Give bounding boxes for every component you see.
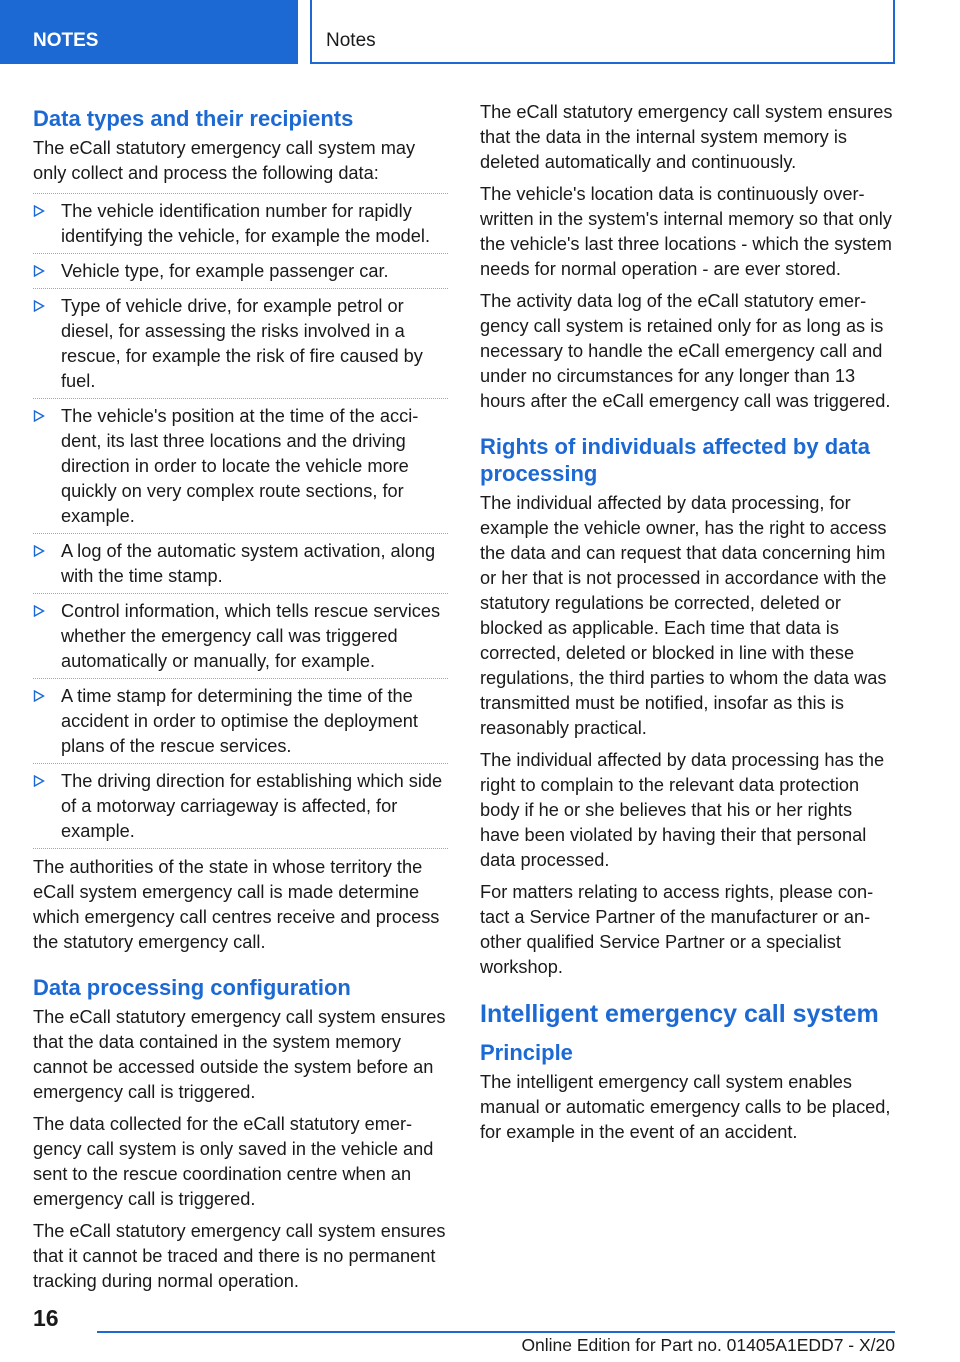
triangle-bullet-icon xyxy=(33,205,45,217)
list-item xyxy=(33,253,448,284)
list-item-text: The driving direction for establishing which side of a motorway carriageway is affected, for example. xyxy=(61,771,443,841)
heading-data-types: Data types and their recipients xyxy=(33,106,354,131)
heading-intelligent-emergency-call: Intelligent emergency call system xyxy=(480,1000,879,1028)
location-data-paragraph: The vehicle's location data is continuously overwritten in the system's internal memory so that only the vehicle's last three locations - which the system needs for normal operation - are ever stored. xyxy=(480,184,892,279)
heading-data-processing-configuration: Data processing configuration xyxy=(33,975,351,1000)
config-paragraph-2: The data collected for the eCall statutory emergency call system is only saved in the vehicle and sent to the rescue coordination centre when an emergency call is triggered. xyxy=(33,1114,434,1209)
list-item-text: Control information, which tells rescue services whether the emergency call was triggered automatically or manually, for example. xyxy=(61,601,441,671)
right-column xyxy=(480,100,895,1152)
list-item xyxy=(33,288,448,394)
list-item-text: Vehicle type, for example passenger car. xyxy=(61,261,389,281)
rights-paragraph-2: The individual affected by data processing has the right to complain to the relevant data protection body if he or she believes that his or her rights have been violated by having their that personal data processed. xyxy=(480,750,885,870)
page-number: 16 xyxy=(33,1305,59,1331)
footer-edition: Online Edition for Part no. 01405A1EDD7 - X/20 xyxy=(521,1335,895,1355)
section-tab xyxy=(0,0,298,64)
data-types-list xyxy=(33,193,448,849)
section-tab-label: NOTES xyxy=(33,30,99,51)
list-item-text: A time stamp for determining the time of the accident in order to optimise the deployment plans of the rescue services. xyxy=(61,686,418,756)
activity-log-paragraph: The activity data log of the eCall statutory emergency call system is retained only for as long as is necessary to handle the eCall emergency call and under no circumstances for any longer than 13 hours after the eCall emergency call was triggered. xyxy=(480,291,891,411)
list-item-text: A log of the automatic system activation, along with the time stamp. xyxy=(61,541,436,586)
rights-paragraph-3: For matters relating to access rights, please contact a Service Partner of the manufacturer or another qualified Service Partner or a specialist workshop. xyxy=(480,882,874,977)
deletion-paragraph: The eCall statutory emergency call system ensures that the data in the internal system memory is deleted automatically and continuously. xyxy=(480,102,893,172)
heading-rights: Rights of individuals affected by data processing xyxy=(480,434,870,486)
list-item xyxy=(33,593,448,674)
triangle-bullet-icon xyxy=(33,300,45,312)
list-item xyxy=(33,398,448,529)
triangle-bullet-icon xyxy=(33,775,45,787)
chapter-title-box xyxy=(310,0,895,64)
left-column xyxy=(33,100,448,1301)
triangle-bullet-icon xyxy=(33,265,45,277)
triangle-bullet-icon xyxy=(33,545,45,557)
chapter-title: Notes xyxy=(326,30,376,51)
triangle-bullet-icon xyxy=(33,410,45,422)
list-item-text: The vehicle's position at the time of the accident, its last three locations and the driving direction in order to locate the vehicle more quickly on very complex route sections, for example. xyxy=(61,406,419,526)
rights-paragraph-1: The individual affected by data processing, for example the vehicle owner, has the right to access the data and can request that data concerning him or her that is not processed in accordance with the statutory regulations be corrected, deleted or blocked as applicable. Each time that data is corrected, deleted or blocked in line with these regulations, the third parties to whom the data was transmitted must be notified, insofar as this is reasonably practical. xyxy=(480,493,887,738)
list-item xyxy=(33,678,448,759)
triangle-bullet-icon xyxy=(33,690,45,702)
list-item xyxy=(33,763,448,844)
list-item-text: The vehicle identification number for rapidly identifying the vehicle, for example the model. xyxy=(61,201,431,246)
config-paragraph-1: The eCall statutory emergency call system ensures that the data contained in the system memory cannot be accessed outside the system before an emergency call is triggered. xyxy=(33,1007,446,1102)
heading-principle: Principle xyxy=(480,1040,573,1065)
principle-paragraph: The intelligent emergency call system enables manual or automatic emergency calls to be placed, for example in the event of an accident. xyxy=(480,1072,891,1142)
data-types-intro: The eCall statutory emergency call system may only collect and process the following data: xyxy=(33,138,416,183)
config-paragraph-3: The eCall statutory emergency call system ensures that it cannot be traced and there is no permanent tracking during normal operation. xyxy=(33,1221,446,1291)
list-item-text: Type of vehicle drive, for example petrol or diesel, for assessing the risks involved in a rescue, for example the risk of fire caused by fuel. xyxy=(61,296,423,391)
authorities-paragraph: The authorities of the state in whose territory the eCall system emergency call is made determine which emergency call centres receive and process the statutory emergency call. xyxy=(33,857,440,952)
footer-rule xyxy=(97,1331,895,1333)
triangle-bullet-icon xyxy=(33,605,45,617)
list-item xyxy=(33,193,448,249)
list-item xyxy=(33,533,448,589)
